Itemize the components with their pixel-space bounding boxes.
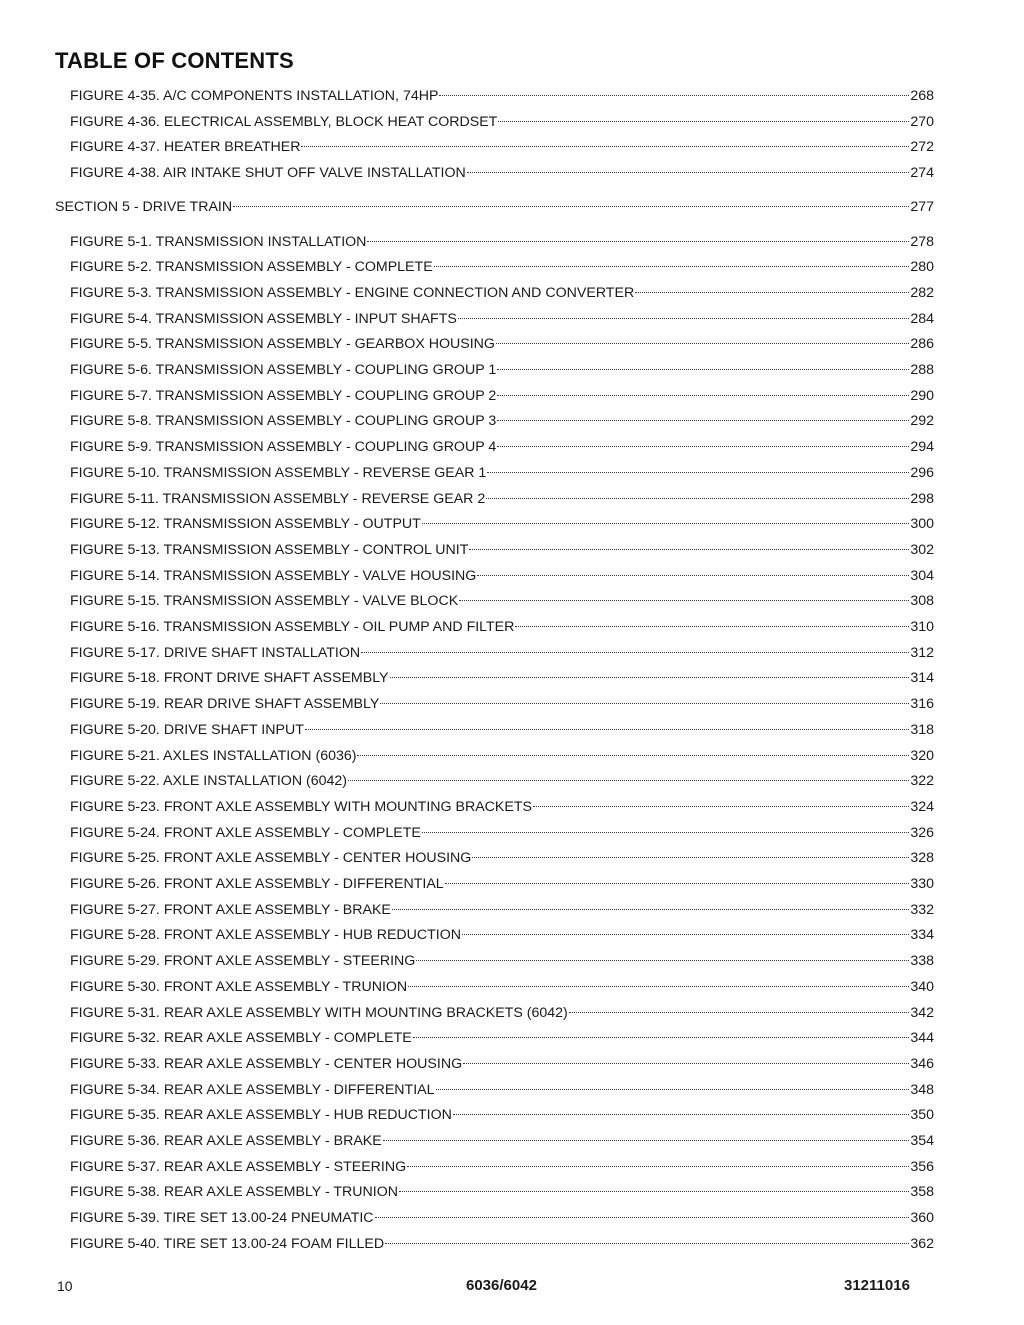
toc-entry-page: 294 <box>910 439 934 456</box>
toc-entry-page: 350 <box>910 1107 934 1124</box>
toc-figure-entry[interactable] <box>70 567 934 585</box>
toc-figure-entry[interactable] <box>70 113 934 131</box>
toc-entry-title: FIGURE 5-5. TRANSMISSION ASSEMBLY - GEARBOX HOUSING <box>70 336 495 353</box>
toc-entry-title: FIGURE 5-32. REAR AXLE ASSEMBLY - COMPLETE <box>70 1030 412 1047</box>
toc-dot-leader <box>459 600 909 601</box>
toc-entry-title: FIGURE 5-20. DRIVE SHAFT INPUT <box>70 721 304 738</box>
toc-figure-entry[interactable] <box>70 361 934 379</box>
toc-entry-page: 290 <box>910 387 934 404</box>
toc-dot-leader <box>348 780 909 781</box>
toc-figure-entry[interactable] <box>70 618 934 636</box>
toc-dot-leader <box>305 729 909 730</box>
toc-dot-leader <box>422 523 910 524</box>
toc-figure-entry[interactable] <box>70 644 934 662</box>
toc-figure-entry[interactable] <box>70 412 934 430</box>
toc-entry-page: 340 <box>910 978 934 995</box>
toc-entry-title: FIGURE 5-14. TRANSMISSION ASSEMBLY - VALVE HOUSING <box>70 567 477 584</box>
toc-entry-title: FIGURE 5-39. TIRE SET 13.00-24 PNEUMATIC <box>70 1210 374 1227</box>
toc-dot-leader <box>416 960 909 961</box>
toc-entry-page: 330 <box>910 876 934 892</box>
toc-entry-title: FIGURE 5-17. DRIVE SHAFT INSTALLATION <box>70 644 361 661</box>
toc-figure-entry[interactable] <box>70 87 934 105</box>
toc-entry-title: FIGURE 5-13. TRANSMISSION ASSEMBLY - CONTROL UNIT <box>70 541 469 558</box>
toc-entry-title: FIGURE 5-8. TRANSMISSION ASSEMBLY - COUPLING GROUP 3 <box>70 413 497 430</box>
toc-figure-entry[interactable] <box>70 490 934 508</box>
toc-entry-title: FIGURE 5-12. TRANSMISSION ASSEMBLY - OUTPUT <box>70 516 421 533</box>
toc-entry-page: 334 <box>910 927 934 944</box>
toc-dot-leader <box>463 1063 909 1064</box>
toc-entry-page: 316 <box>910 696 934 713</box>
toc-dot-leader <box>497 446 909 447</box>
toc-entry-page: 272 <box>910 139 934 156</box>
toc-entry-page: 270 <box>910 113 934 130</box>
toc-entry-title: FIGURE 5-19. REAR DRIVE SHAFT ASSEMBLY <box>70 696 380 713</box>
toc-dot-leader <box>407 1166 909 1167</box>
toc-figure-entry[interactable] <box>70 592 934 610</box>
toc-entry-title: FIGURE 5-23. FRONT AXLE ASSEMBLY WITH MOUNTING BRACKETS <box>70 798 532 815</box>
toc-figure-entry[interactable] <box>70 438 934 456</box>
toc-entry-page: 296 <box>910 464 934 481</box>
toc-entry-title: FIGURE 5-35. REAR AXLE ASSEMBLY - HUB REDUCTION <box>70 1107 452 1124</box>
toc-entry-title: FIGURE 5-2. TRANSMISSION ASSEMBLY - COMPLETE <box>70 259 433 276</box>
toc-figure-entry[interactable] <box>70 1055 934 1073</box>
toc-entry-title: FIGURE 4-38. AIR INTAKE SHUT OFF VALVE INSTALLATION <box>70 165 466 182</box>
toc-figure-entry[interactable] <box>70 1081 934 1099</box>
toc-entry-page: 356 <box>910 1158 934 1175</box>
toc-entry-page: 288 <box>910 362 934 378</box>
toc-dot-leader <box>497 420 909 421</box>
toc-dot-leader <box>375 1217 910 1218</box>
toc-dot-leader <box>383 1140 910 1141</box>
toc-figure-entry[interactable] <box>70 1106 934 1124</box>
toc-entry-title: FIGURE 5-24. FRONT AXLE ASSEMBLY - COMPLETE <box>70 824 421 841</box>
toc-dot-leader <box>462 934 909 935</box>
toc-entry-title: FIGURE 5-21. AXLES INSTALLATION (6036) <box>70 747 357 764</box>
toc-entry-title: SECTION 5 - DRIVE TRAIN <box>55 199 233 216</box>
toc-dot-leader <box>422 832 909 833</box>
toc-dot-leader <box>497 395 909 396</box>
toc-entry-page: 278 <box>910 233 934 250</box>
toc-entry-title: FIGURE 5-4. TRANSMISSION ASSEMBLY - INPUT SHAFTS <box>70 310 457 327</box>
toc-figure-entry[interactable] <box>70 695 934 713</box>
toc-figure-entry[interactable] <box>70 1132 934 1150</box>
toc-entry-page: 308 <box>910 593 934 610</box>
toc-figure-entry[interactable] <box>70 387 934 405</box>
toc-dot-leader <box>357 755 909 756</box>
toc-entry-title: FIGURE 5-22. AXLE INSTALLATION (6042) <box>70 773 348 790</box>
toc-figure-entry[interactable] <box>70 849 934 867</box>
toc-dot-leader <box>533 806 909 807</box>
toc-entry-page: 348 <box>910 1081 934 1098</box>
toc-entry-page: 310 <box>910 619 934 635</box>
toc-figure-entry[interactable] <box>70 164 934 182</box>
toc-entry-page: 346 <box>910 1055 934 1072</box>
toc-entry-page: 354 <box>910 1133 934 1149</box>
toc-entry-page: 284 <box>910 310 934 327</box>
toc-figure-entry[interactable] <box>70 1004 934 1022</box>
toc-dot-leader <box>399 1191 909 1192</box>
toc-dot-leader <box>458 318 910 319</box>
toc-figure-entry[interactable] <box>70 978 934 996</box>
toc-entry-page: 282 <box>910 284 934 301</box>
toc-figure-entry[interactable] <box>70 669 934 687</box>
toc-dot-leader <box>385 1243 909 1244</box>
toc-entry-title: FIGURE 5-3. TRANSMISSION ASSEMBLY - ENGINE CONNECTION AND CONVERTER <box>70 284 635 301</box>
toc-dot-leader <box>453 1114 909 1115</box>
toc-figure-entry[interactable] <box>70 1158 934 1176</box>
toc-figure-entry[interactable] <box>70 335 934 353</box>
toc-figure-entry[interactable] <box>70 772 934 790</box>
toc-entry-title: FIGURE 5-7. TRANSMISSION ASSEMBLY - COUPLING GROUP 2 <box>70 387 497 404</box>
toc-entry-page: 318 <box>910 721 934 738</box>
toc-entry-page: 274 <box>910 165 934 182</box>
toc-entry-page: 304 <box>910 567 934 584</box>
toc-dot-leader <box>445 883 910 884</box>
footer-doc-number: 31211016 <box>844 1277 910 1294</box>
toc-entry-page: 342 <box>910 1004 934 1021</box>
toc-figure-entry[interactable] <box>70 1029 934 1047</box>
toc-dot-leader <box>408 986 909 987</box>
toc-entry-title: FIGURE 5-11. TRANSMISSION ASSEMBLY - REVERSE GEAR 2 <box>70 490 486 507</box>
toc-entry-page: 332 <box>910 901 934 918</box>
toc-entry-title: FIGURE 5-40. TIRE SET 13.00-24 FOAM FILLED <box>70 1235 385 1252</box>
toc-figure-entry[interactable] <box>70 901 934 919</box>
toc-dot-leader <box>361 652 909 653</box>
toc-dot-leader <box>392 909 909 910</box>
toc-figure-entry[interactable] <box>70 747 934 765</box>
toc-entry-title: FIGURE 5-18. FRONT DRIVE SHAFT ASSEMBLY <box>70 670 389 687</box>
toc-figure-entry[interactable] <box>70 258 934 276</box>
toc-entry-page: 326 <box>910 824 934 841</box>
toc-entry-page: 286 <box>910 336 934 353</box>
toc-dot-leader <box>496 343 909 344</box>
toc-entry-page: 314 <box>910 670 934 687</box>
toc-dot-leader <box>380 703 909 704</box>
toc-dot-leader <box>436 1089 910 1090</box>
toc-entry-title: FIGURE 5-25. FRONT AXLE ASSEMBLY - CENTER HOUSING <box>70 850 472 867</box>
toc-entry-page: 338 <box>910 953 934 970</box>
toc-entry-page: 298 <box>910 490 934 507</box>
toc-dot-leader <box>301 146 909 147</box>
toc-entry-page: 358 <box>910 1184 934 1201</box>
footer-page-number: 10 <box>57 1278 73 1294</box>
toc-entry-title: FIGURE 5-16. TRANSMISSION ASSEMBLY - OIL PUMP AND FILTER <box>70 619 515 635</box>
page-title: TABLE OF CONTENTS <box>55 48 294 73</box>
toc-entry-title: FIGURE 5-30. FRONT AXLE ASSEMBLY - TRUNION <box>70 978 408 995</box>
toc-figure-entry[interactable] <box>70 1209 934 1227</box>
toc-figure-entry[interactable] <box>70 464 934 482</box>
toc-entry-title: FIGURE 5-34. REAR AXLE ASSEMBLY - DIFFERENTIAL <box>70 1081 435 1098</box>
toc-figure-entry[interactable] <box>70 284 934 302</box>
toc-dot-leader <box>487 472 909 473</box>
toc-dot-leader <box>477 575 909 576</box>
toc-entry-page: 328 <box>910 850 934 867</box>
toc-entry-page: 292 <box>910 413 934 430</box>
toc-figure-entry[interactable] <box>70 1183 934 1201</box>
toc-entry-title: FIGURE 5-28. FRONT AXLE ASSEMBLY - HUB REDUCTION <box>70 927 462 944</box>
toc-dot-leader <box>569 1012 910 1013</box>
toc-entry-page: 280 <box>910 259 934 276</box>
toc-entry-page: 324 <box>910 798 934 815</box>
toc-figure-entry[interactable] <box>70 310 934 328</box>
toc-figure-entry[interactable] <box>70 515 934 533</box>
toc-entry-title: FIGURE 5-37. REAR AXLE ASSEMBLY - STEERING <box>70 1158 407 1175</box>
toc-entry-title: FIGURE 5-31. REAR AXLE ASSEMBLY WITH MOUNTING BRACKETS (6042) <box>70 1004 568 1021</box>
toc-entry-page: 344 <box>910 1030 934 1047</box>
toc-dot-leader <box>413 1037 910 1038</box>
toc-figure-entry[interactable] <box>70 1235 934 1253</box>
toc-figure-entry[interactable] <box>70 952 934 970</box>
toc-dot-leader <box>233 206 909 207</box>
toc-dot-leader <box>439 95 909 96</box>
toc-entry-title: FIGURE 5-26. FRONT AXLE ASSEMBLY - DIFFERENTIAL <box>70 876 444 892</box>
toc-entry-title: FIGURE 4-36. ELECTRICAL ASSEMBLY, BLOCK HEAT CORDSET <box>70 113 498 130</box>
toc-figure-entry[interactable] <box>70 233 934 251</box>
toc-entry-page: 320 <box>910 747 934 764</box>
toc-figure-entry[interactable] <box>70 824 934 842</box>
toc-section-entry[interactable] <box>55 198 934 216</box>
toc-figure-entry[interactable] <box>70 138 934 156</box>
toc-dot-leader <box>472 857 909 858</box>
footer-model: 6036/6042 <box>466 1277 537 1294</box>
toc-dot-leader <box>497 369 909 370</box>
toc-entry-page: 322 <box>910 773 934 790</box>
toc-dot-leader <box>498 121 909 122</box>
toc-figure-entry[interactable] <box>70 798 934 816</box>
toc-dot-leader <box>434 266 910 267</box>
toc-dot-leader <box>467 172 910 173</box>
toc-dot-leader <box>367 241 909 242</box>
toc-figure-entry[interactable] <box>70 926 934 944</box>
toc-dot-leader <box>486 498 909 499</box>
toc-entry-page: 277 <box>910 199 934 216</box>
toc-figure-entry[interactable] <box>70 875 934 893</box>
toc-figure-entry[interactable] <box>70 721 934 739</box>
toc-entry-title: FIGURE 5-38. REAR AXLE ASSEMBLY - TRUNION <box>70 1184 398 1201</box>
toc-entry-title: FIGURE 4-37. HEATER BREATHER <box>70 139 301 156</box>
toc-entry-title: FIGURE 5-29. FRONT AXLE ASSEMBLY - STEERING <box>70 953 416 970</box>
toc-entry-title: FIGURE 5-9. TRANSMISSION ASSEMBLY - COUPLING GROUP 4 <box>70 439 497 456</box>
toc-dot-leader <box>515 626 909 627</box>
toc-entry-title: FIGURE 5-27. FRONT AXLE ASSEMBLY - BRAKE <box>70 901 391 918</box>
toc-entry-page: 268 <box>910 88 934 104</box>
toc-entry-page: 362 <box>910 1235 934 1252</box>
toc-figure-entry[interactable] <box>70 541 934 559</box>
toc-dot-leader <box>635 292 909 293</box>
toc-entry-page: 302 <box>910 541 934 558</box>
toc-dot-leader <box>390 677 910 678</box>
toc-entry-page: 312 <box>910 644 934 661</box>
toc-entry-title: FIGURE 4-35. A/C COMPONENTS INSTALLATION, 74HP <box>70 88 439 104</box>
toc-entry-title: FIGURE 5-10. TRANSMISSION ASSEMBLY - REVERSE GEAR 1 <box>70 464 487 481</box>
toc-dot-leader <box>469 549 909 550</box>
toc-entry-title: FIGURE 5-33. REAR AXLE ASSEMBLY - CENTER HOUSING <box>70 1055 463 1072</box>
toc-entry-title: FIGURE 5-15. TRANSMISSION ASSEMBLY - VALVE BLOCK <box>70 593 459 610</box>
toc-entry-title: FIGURE 5-6. TRANSMISSION ASSEMBLY - COUPLING GROUP 1 <box>70 362 497 378</box>
toc-entry-title: FIGURE 5-36. REAR AXLE ASSEMBLY - BRAKE <box>70 1133 382 1149</box>
toc-entry-title: FIGURE 5-1. TRANSMISSION INSTALLATION <box>70 233 367 250</box>
toc-entry-page: 300 <box>910 516 934 533</box>
toc-entry-page: 360 <box>910 1210 934 1227</box>
